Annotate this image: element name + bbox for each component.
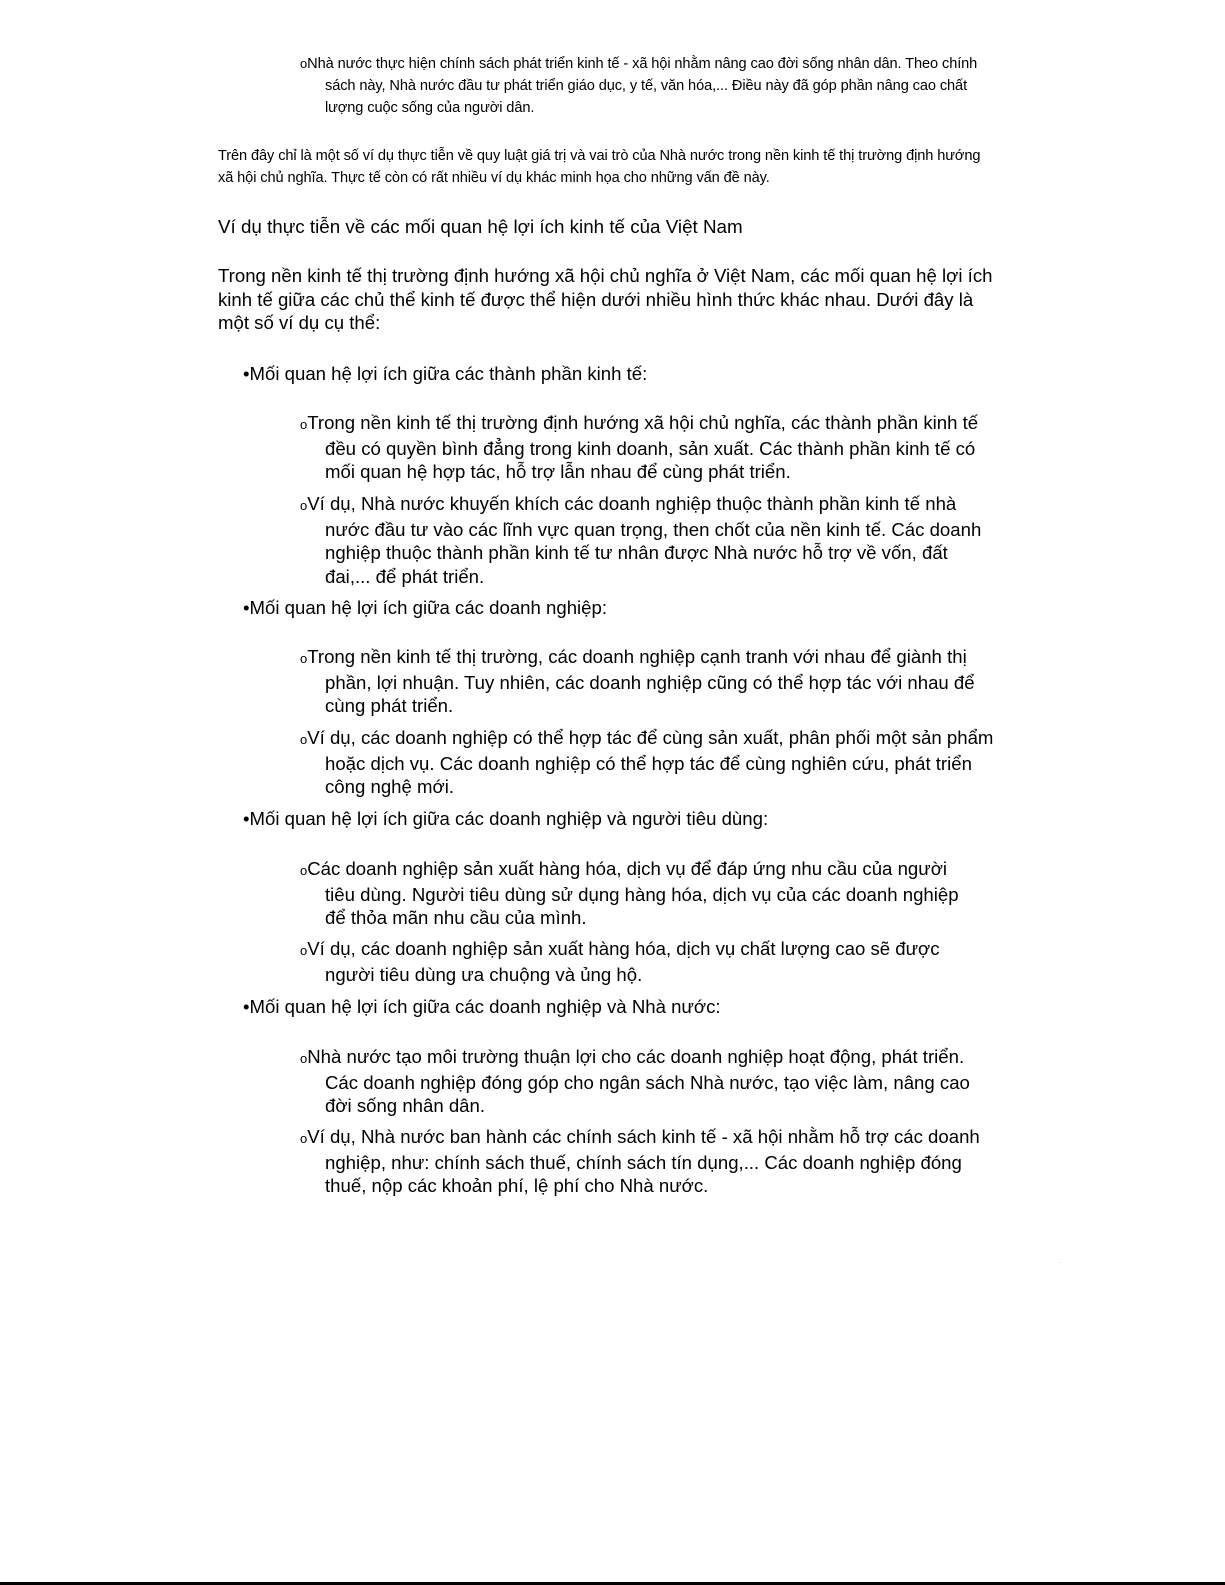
bullet-item-2 [243,807,1003,831]
sub-item-text: Ví dụ, các doanh nghiệp sản xuất hàng hóa, dịch vụ chất lượng cao sẽ được người tiêu dùng ưa chuộng và ủng hộ. [307,938,940,985]
sub-item-text: Trong nền kinh tế thị trường định hướng xã hội chủ nghĩa, các thành phần kinh tế đều có quyền bình đẳng trong kinh doanh, sản xuất. Các thành phần kinh tế có mối quan hệ hợp tác, hỗ trợ lẫn nhau để cùng phát triển. [307,412,979,482]
sub-item-text: Trong nền kinh tế thị trường, các doanh nghiệp cạnh tranh với nhau để giành thị phần, lợi nhuận. Tuy nhiên, các doanh nghiệp cũng có thể hợp tác với nhau để cùng phát triển. [307,646,975,716]
bullet-marker: • [243,996,250,1017]
sub-item-marker: o [300,417,308,432]
sub-item-marker: o [300,56,308,71]
section-heading: Ví dụ thực tiễn về các mối quan hệ lợi ích kinh tế của Việt Nam [218,216,743,237]
sub-item-text: Nhà nước tạo môi trường thuận lợi cho các doanh nghiệp hoạt động, phát triển. Các doanh nghiệp đóng góp cho ngân sách Nhà nước, tạo việc làm, nâng cao đời sống nhân dân. [307,1046,970,1116]
sub-item-marker: o [300,498,308,513]
sub-item-3-0 [300,1045,990,1118]
bullet-title: Mối quan hệ lợi ích giữa các doanh nghiệp và người tiêu dùng: [249,808,769,829]
sub-item-marker: o [300,651,308,666]
sub-item-2-1 [300,937,960,986]
sub-item-text: Ví dụ, Nhà nước ban hành các chính sách kinh tế - xã hội nhằm hỗ trợ các doanh nghiệp, như: chính sách thuế, chính sách tín dụng,... Các doanh nghiệp đóng thuế, nộp các khoản phí, lệ phí cho Nhà nước. [307,1126,980,1196]
sub-item-0-1 [300,492,985,588]
intro-paragraph [218,264,1008,335]
sub-item-1-0 [300,645,980,718]
summary-paragraph-text: Trên đây chỉ là một số ví dụ thực tiễn về quy luật giá trị và vai trò của Nhà nước trong nền kinh tế thị trường định hướng xã hội chủ nghĩa. Thực tế còn có rất nhiều ví dụ khác minh họa cho những vấn đề này. [218,148,981,186]
sub-item-marker: o [300,1131,308,1146]
bullet-marker: • [243,808,250,829]
bullet-item-0 [243,362,1003,386]
sub-item-0-0 [300,411,985,484]
bullet-item-1 [243,596,1003,620]
sub-item-marker: o [300,863,308,878]
sub-item-2-0 [300,857,960,930]
sub-item-text: Ví dụ, Nhà nước khuyến khích các doanh nghiệp thuộc thành phần kinh tế nhà nước đầu tư vào các lĩnh vực quan trọng, then chốt của nền kinh tế. Các doanh nghiệp thuộc thành phần kinh tế tư nhân được Nhà nước hỗ trợ về vốn, đất đai,... để phát triển. [307,493,982,587]
bullet-title: Mối quan hệ lợi ích giữa các doanh nghiệp: [249,597,608,618]
sub-item-1-1 [300,726,1000,799]
sub-item-marker: o [300,732,308,747]
bullet-marker: • [243,597,250,618]
sub-item-3-1 [300,1125,980,1198]
sub-item-marker: o [300,943,308,958]
bullet-title: Mối quan hệ lợi ích giữa các thành phần kinh tế: [249,363,648,384]
bullet-marker: • [243,363,250,384]
top-sub-item [300,53,990,119]
summary-paragraph [218,145,993,189]
bullet-item-3 [243,995,1003,1019]
top-sub-item-text: Nhà nước thực hiện chính sách phát triển kinh tế - xã hội nhằm nâng cao đời sống nhân dân. Theo chính sách này, Nhà nước đầu tư phát triển giáo dục, y tế, văn hóa,... Điều này đã góp phần nâng cao chất lượng cuộc sống của người dân. [307,56,978,116]
sub-item-marker: o [300,1051,308,1066]
sub-item-text: Ví dụ, các doanh nghiệp có thể hợp tác để cùng sản xuất, phân phối một sản phẩm hoặc dịch vụ. Các doanh nghiệp có thể hợp tác để cùng nghiên cứu, phát triển công nghệ mới. [307,727,994,797]
bullet-title: Mối quan hệ lợi ích giữa các doanh nghiệp và Nhà nước: [249,996,721,1017]
sub-item-text: Các doanh nghiệp sản xuất hàng hóa, dịch vụ để đáp ứng nhu cầu của người tiêu dùng. Người tiêu dùng sử dụng hàng hóa, dịch vụ của các doanh nghiệp để thỏa mãn nhu cầu của mình. [307,858,959,928]
intro-paragraph-text: Trong nền kinh tế thị trường định hướng xã hội chủ nghĩa ở Việt Nam, các mối quan hệ lợi ích kinh tế giữa các chủ thể kinh tế được thể hiện dưới nhiều hình thức khác nhau. Dưới đây là một số ví dụ cụ thể: [218,265,993,333]
scan-speck [1060,1262,1061,1263]
